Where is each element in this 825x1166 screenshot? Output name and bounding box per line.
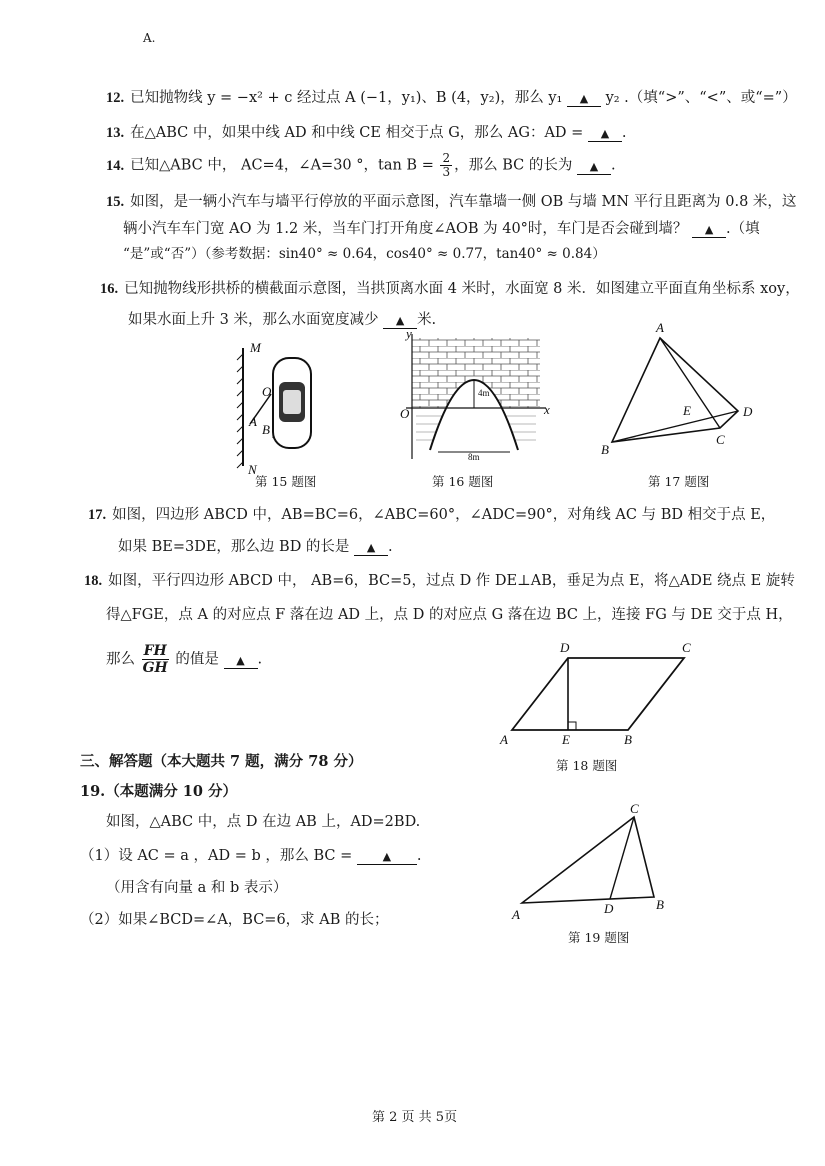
question-number: 14. [106,157,125,174]
question-number: 15. [106,194,125,210]
question-text: “是”或“否”）（参考数据：sin40° ≈ 0.64，cos40° ≈ 0.77，tan40° ≈ 0.84） [123,246,606,262]
fig18-label-B: B [624,732,632,747]
fig16-label-O: O [400,406,410,421]
fig15-label-M: M [250,340,261,355]
fig16-label-y: y [406,326,412,341]
fig19-label-D: D [604,901,614,916]
question-tail: .（填 [726,221,760,237]
answer-blank[interactable]: ▲ [588,127,622,142]
question-text: 已知抛物线 y = −x² + c 经过点 A (−1，y₁)、B (4，y₂)，那么 y₁ [130,90,563,106]
figure-15 [228,338,338,478]
question-text-2: ，那么 BC 的长为 [454,157,573,174]
fig19-label-B: B [656,897,664,912]
figure-19-caption: 第 19 题图 [568,930,630,945]
question-number: 12. [106,90,125,106]
question-text: 得△FGE，点 A 的对应点 F 落在边 AD 上，点 D 的对应点 G 落在边 BC 上，连接 FG 与 DE 交于点 H， [106,607,793,623]
answer-blank[interactable]: ▲ [224,654,258,669]
question-number: 18. [84,573,103,589]
question-tail: . [388,539,393,555]
fraction [440,152,452,179]
question-number: 16. [100,281,119,297]
question-15-line1 [106,192,796,212]
question-text: 辆小汽车车门宽 AO 为 1.2 米，当车门打开角度∠AOB 为 40°时，车门是否会碰到墙？ [123,221,688,237]
question-15-line3 [123,244,606,264]
answer-blank[interactable]: ▲ [383,314,417,329]
question-19-head: 19.（本题满分 10 分） [80,783,238,800]
question-tail: . [416,848,422,864]
question-text: （1）设 AC = a ，AD = b ，那么 BC = [80,848,353,864]
answer-blank[interactable]: ▲ [692,223,726,238]
question-19-intro: 如图，△ABC 中，点 D 在边 AB 上，AD=2BD. [106,814,421,830]
question-19-part1 [80,846,421,866]
fraction-numerator: FH [143,643,167,659]
fig18-label-D: D [560,640,570,655]
question-text: 已知抛物线形拱桥的横截面示意图，当拱顶离水面 4 米时，水面宽 8 米．如图建立平面直角坐标系 xoy， [124,281,800,297]
question-12 [106,88,797,108]
answer-blank[interactable]: ▲ [567,92,601,107]
question-18-line1 [84,571,795,591]
section-3-title: 三、解答题（本大题共 7 题，满分 78 分） [80,753,363,770]
question-17-line2 [118,537,393,557]
fig19-label-C: C [630,801,639,816]
question-15-line2 [123,219,760,239]
figure-17 [596,320,766,465]
question-tail: y₂ .（填“>”、“<”、或“=”） [605,90,797,106]
question-number: 13. [106,125,125,141]
question-13 [106,123,627,143]
answer-blank[interactable]: ▲ [354,541,388,556]
question-text: 如图，平行四边形 ABCD 中， AB=6，BC=5，过点 D 作 DE⊥AB，垂足为点 E，将△ADE 绕点 E 旋转 [108,573,795,589]
question-tail: . [610,157,616,174]
fig17-label-D: D [743,404,753,419]
question-text: 那么 [106,651,135,668]
fig18-label-C: C [682,640,691,655]
fig17-label-C: C [716,432,725,447]
fig15-label-O: O [262,384,272,399]
fraction-denominator: GH [142,660,168,676]
fraction-numerator: 2 [442,151,451,165]
figure-15-caption: 第 15 题图 [255,474,317,489]
fig18-label-E: E [562,732,570,747]
question-16-line1 [100,279,800,299]
fig16-label-x: x [544,402,550,417]
fig16-label-8m: 8m [468,452,480,462]
question-tail: . [621,125,627,141]
question-number: 17. [88,507,107,523]
figure-16 [396,326,552,464]
answer-blank[interactable]: ▲ [577,160,611,175]
question-text: 如图，是一辆小汽车与墙平行停放的平面示意图，汽车靠墙一侧 OB 与墙 MN 平行且距离为 0.8 米，这 [130,194,797,210]
question-tail: . [257,651,263,668]
question-text: 如图，四边形 ABCD 中，AB=BC=6，∠ABC=60°，∠ADC=90°，对角线 AC 与 BD 相交于点 E， [112,507,776,523]
question-text: 如果水面上升 3 米，那么水面宽度减少 [128,312,379,328]
fraction [142,643,169,676]
question-18-line3 [106,643,262,676]
question-14 [106,152,616,179]
fig17-label-A: A [656,320,664,335]
fraction-denominator: 3 [442,165,451,179]
question-text: 如果 BE=3DE，那么边 BD 的长是 [118,539,350,555]
fig17-label-E: E [683,403,691,418]
question-19-part1-note: （用含有向量 a 和 b 表示） [106,880,288,896]
figure-16-caption: 第 16 题图 [432,474,494,489]
question-19-part2: （2）如果∠BCD=∠A，BC=6，求 AB 的长； [80,912,389,928]
figure-17-caption: 第 17 题图 [648,474,710,489]
question-text: 在△ABC 中，如果中线 AD 和中线 CE 相交于点 G，那么 AG：AD = [130,125,584,141]
fig15-label-B: B [262,422,270,437]
fig19-label-A: A [512,907,520,922]
answer-blank[interactable]: ▲ [357,850,417,865]
question-tail: 米. [417,312,437,328]
fig15-label-A: A [249,414,257,429]
fig15-label-N: N [248,462,257,477]
fig17-label-B: B [601,442,609,457]
figure-18 [500,640,700,750]
question-text: 已知△ABC 中， AC=4，∠A=30 °，tan B = [130,157,434,174]
figure-18-caption: 第 18 题图 [556,758,618,773]
question-16-line2 [128,310,436,330]
question-text: 的值是 [175,651,219,668]
top-mark: A. [143,31,156,45]
question-18-line2 [106,605,793,625]
fig18-label-A: A [500,732,508,747]
fig16-label-4m: 4m [478,388,490,398]
figure-19 [510,801,680,922]
page-footer: 第 2 页 共 5页 [372,1110,458,1125]
question-17-line1 [88,505,775,525]
